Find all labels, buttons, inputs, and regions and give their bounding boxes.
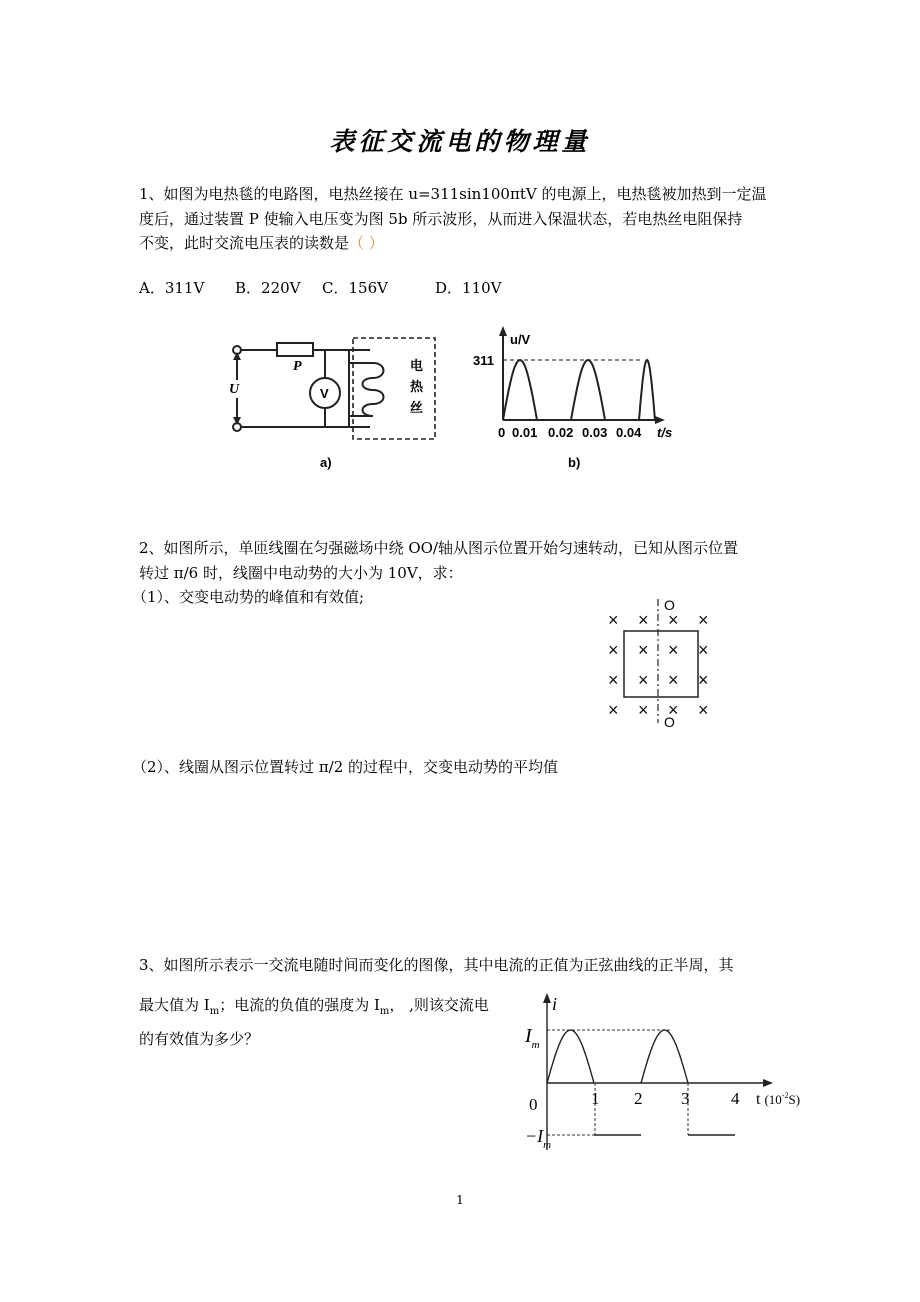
peak-label: [524, 1025, 540, 1051]
origin-label: 0: [529, 1095, 538, 1114]
axis-label-top: O: [664, 597, 675, 613]
page-number: 1: [456, 1193, 464, 1207]
heater-char-1: 电: [410, 358, 424, 373]
peak-label: 311: [473, 353, 494, 368]
label-u: U: [229, 382, 240, 397]
q3-line-2-part-c: ， ,则该交流电: [389, 996, 489, 1014]
x-tick-1: 0.01: [512, 425, 538, 440]
current-waveform-chart: [515, 990, 815, 1155]
label-v: V: [320, 386, 329, 401]
circuit-diagram: [225, 330, 440, 475]
x-axis-label: [756, 1091, 800, 1108]
field-cross-2-3: ×: [698, 670, 709, 690]
y-axis-label: u/V: [510, 332, 531, 347]
field-cross-1-1: ×: [638, 640, 649, 660]
x-tick-2: 2: [634, 1089, 643, 1108]
x-tick-1: 1: [591, 1089, 600, 1108]
x-tick-4: 4: [731, 1089, 740, 1108]
x-axis-unit-end: S): [788, 1092, 801, 1107]
q3-line-2: [139, 998, 489, 1019]
field-cross-2-2: ×: [668, 670, 679, 690]
heater-char-3: 丝: [410, 400, 424, 415]
x-tick-2: 0.02: [548, 425, 574, 440]
caption-a: a): [320, 455, 332, 470]
neg-symbol: −I: [525, 1126, 544, 1146]
q2-line-2: 转过 π/6 时，线圈中电动势的大小为 10V，求：: [139, 564, 463, 582]
x-axis-symbol: t: [756, 1091, 761, 1108]
q1-choice-a: A．311V: [139, 279, 205, 297]
q1-choice-c: C．156V: [322, 279, 388, 297]
q3-line-3: 的有效值为多少？: [139, 1030, 260, 1048]
x-tick-0: 0: [498, 425, 506, 440]
x-axis-unit-exponent: -2: [781, 1091, 789, 1100]
coil: [624, 631, 698, 697]
neg-subscript: m: [543, 1139, 552, 1151]
q1-choice-b: B．220V: [235, 279, 301, 297]
wave-arch-1: [503, 360, 537, 420]
field-cross-2-1: ×: [638, 670, 649, 690]
resistor-p: [277, 343, 313, 356]
q1-choice-d: D．110V: [435, 279, 502, 297]
field-cross-1-2: ×: [668, 640, 679, 660]
x-tick-3: 3: [681, 1089, 690, 1108]
current-half-wave-1: [547, 1030, 594, 1083]
axis-label-bottom: O: [664, 714, 675, 730]
x-axis-label: t/s: [657, 425, 673, 440]
label-p: P: [293, 359, 302, 374]
q2-line-1: 2、如图所示，单匝线圈在匀强磁场中绕 OO/轴从图示位置开始匀速转动，已知从图示位置: [139, 539, 738, 557]
field-cross-0-2: ×: [668, 610, 679, 630]
field-cross-3-3: ×: [698, 700, 709, 720]
page-title: 表征交流电的物理量: [329, 127, 591, 156]
field-cross-3-0: ×: [608, 700, 619, 720]
q1-line-1: 1、如图为电热毯的电路图，电热丝接在 u=311sin100πtV 的电源上，电热毯被加热到一定温: [139, 185, 767, 203]
q1-line-3: [139, 236, 384, 251]
field-cross-3-1: ×: [638, 700, 649, 720]
q2-part-1: （1）、交变电动势的峰值和有效值;: [132, 588, 365, 606]
magnetic-field-coil-diagram: [600, 595, 720, 730]
peak-symbol: I: [525, 1025, 532, 1047]
x-axis-unit: (10: [764, 1092, 782, 1107]
field-cross-1-0: ×: [608, 640, 619, 660]
peak-subscript: m: [531, 1039, 540, 1051]
field-cross-0-1: ×: [638, 610, 649, 630]
q1-line-2: 度后，通过装置 P 使输入电压变为图 5b 所示波形，从而进入保温状态，若电热丝电阻保持: [139, 210, 743, 228]
y-axis-label: i: [552, 994, 558, 1014]
q3-line-2-part-b: ；电流的负值的强度为 I: [219, 996, 380, 1014]
q1-answer-blank: （ ）: [349, 234, 384, 252]
field-cross-0-3: ×: [698, 610, 709, 630]
field-cross-2-0: ×: [608, 670, 619, 690]
q2-part-2: （2）、线圈从图示位置转过 π/2 的过程中，交变电动势的平均值: [132, 758, 559, 776]
x-tick-4: 0.04: [616, 425, 642, 440]
voltage-waveform-chart: [470, 325, 695, 475]
q3-line-2-part-a: 最大值为 I: [139, 996, 210, 1014]
caption-b: b): [568, 455, 581, 470]
heater-char-2: 热: [410, 379, 424, 394]
wave-arch-3: [639, 360, 655, 420]
field-cross-0-0: ×: [608, 610, 619, 630]
q3-line-1: 3、如图所示表示一交流电随时间而变化的图像，其中电流的正值为正弦曲线的正半周，其: [139, 956, 734, 974]
heating-coil: [349, 363, 384, 416]
q3-line-2-sub-b: m: [379, 1006, 390, 1017]
q3-line-2-sub-a: m: [209, 1006, 220, 1017]
wave-arch-2: [571, 360, 605, 420]
x-tick-3: 0.03: [582, 425, 608, 440]
current-half-wave-2: [641, 1030, 688, 1083]
field-cross-3-2: ×: [668, 700, 679, 720]
field-cross-1-3: ×: [698, 640, 709, 660]
q1-line-3-text: 不变，此时交流电压表的读数是: [139, 234, 350, 252]
